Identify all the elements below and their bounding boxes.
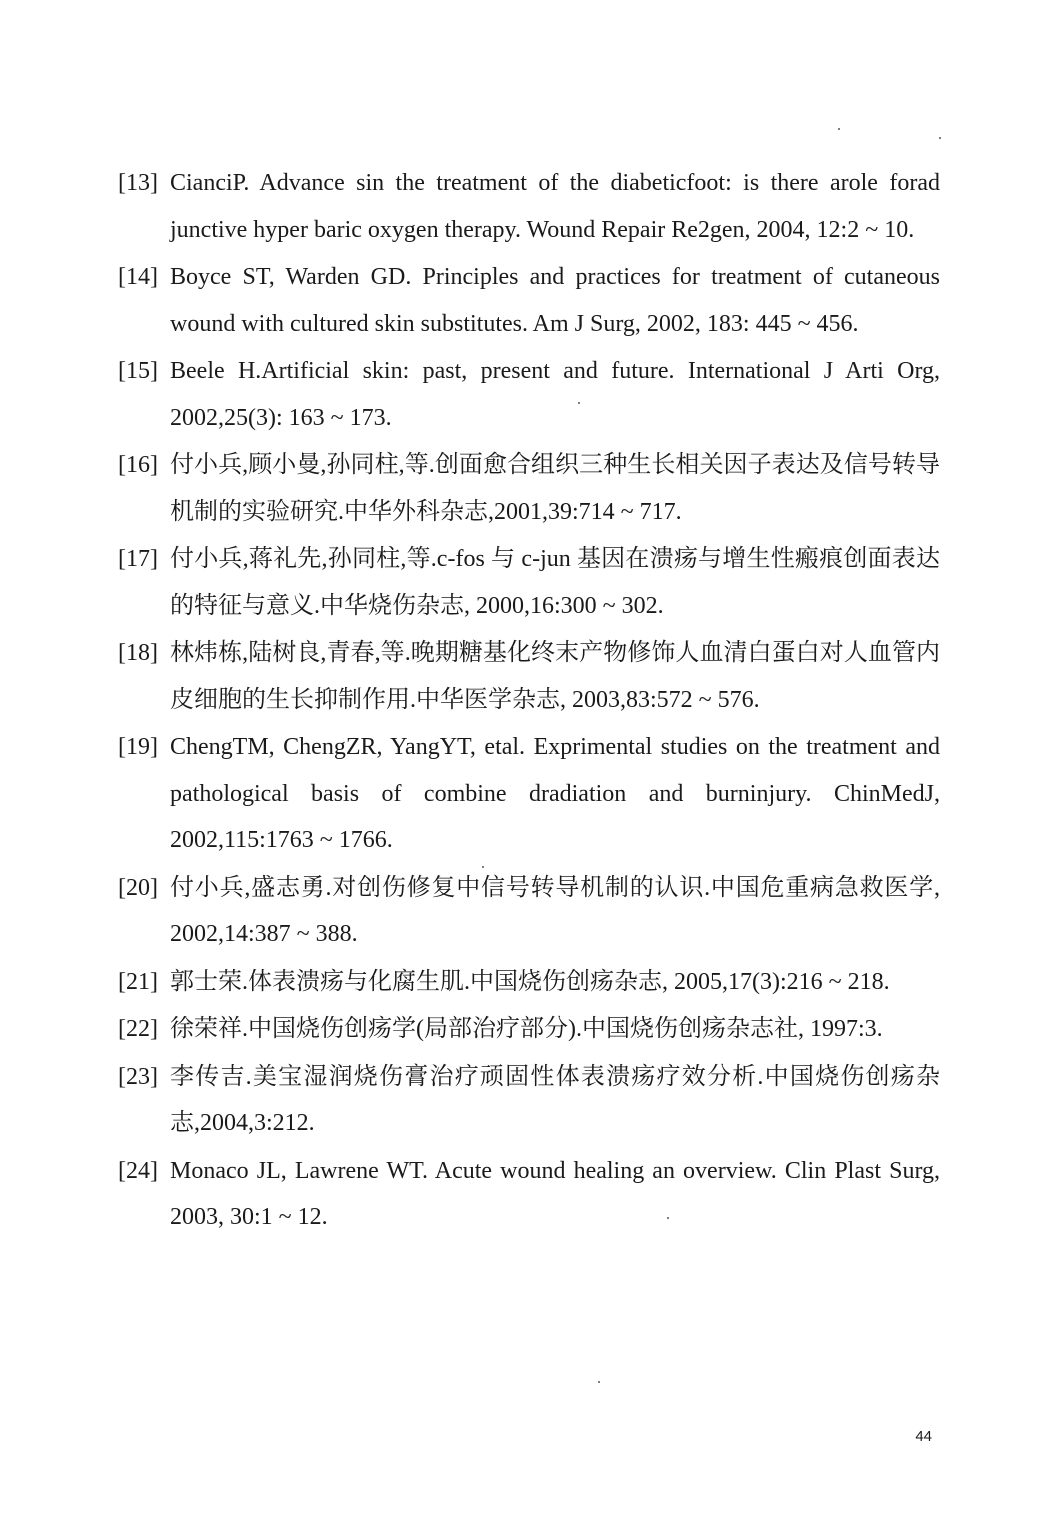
reference-entry — [118, 536, 940, 629]
reference-number: [19] — [118, 734, 158, 760]
reference-text: 付小兵,蒋礼先,孙同柱,等.c-fos 与 c-jun 基因在溃疡与增生性瘢痕创面表达的特征与意义.中华烧伤杂志, 2000,16:300 ~ 302. — [170, 546, 940, 619]
reference-number: [15] — [118, 358, 158, 384]
reference-entry — [118, 630, 940, 723]
reference-number: [24] — [118, 1157, 158, 1184]
reference-entry — [118, 1006, 940, 1053]
reference-text: 李传吉.美宝湿润烧伤膏治疗顽固性体表溃疡疗效分析.中国烧伤创疡杂志,2004,3:212. — [170, 1063, 940, 1136]
reference-number: [23] — [118, 1063, 158, 1090]
reference-number: [13] — [118, 170, 158, 196]
reference-number: [14] — [118, 264, 158, 290]
reference-entry — [118, 160, 940, 253]
reference-entry — [118, 1148, 940, 1241]
reference-text: Beele H.Artificial skin: past, present and future. International J Arti Org, 2002,25(3): 163 ~ 173. — [170, 358, 940, 431]
reference-number: [20] — [118, 874, 158, 901]
reference-entry — [118, 865, 940, 958]
reference-entry — [118, 724, 940, 864]
reference-number: [16] — [118, 452, 158, 478]
reference-entry — [118, 348, 940, 441]
reference-number: [22] — [118, 1016, 158, 1042]
reference-text: 付小兵,盛志勇.对创伤修复中信号转导机制的认识.中国危重病急救医学, 2002,14:387 ~ 388. — [170, 874, 940, 947]
reference-text: 徐荣祥.中国烧伤创疡学(局部治疗部分).中国烧伤创疡杂志社, 1997:3. — [170, 1016, 883, 1042]
reference-entry — [118, 959, 940, 1006]
reference-text: ChengTM, ChengZR, YangYT, etal. Exprimental studies on the treatment and pathological basis of combine dradiation and burninjury. ChinMedJ, 2002,115:1763 ~ 1766. — [170, 734, 940, 853]
reference-entry — [118, 254, 940, 347]
reference-number: [21] — [118, 968, 158, 995]
reference-entry — [118, 442, 940, 535]
scan-speck — [838, 128, 840, 130]
scan-speck — [598, 1381, 600, 1383]
reference-list — [118, 160, 940, 1241]
reference-text: CianciP. Advance sin the treatment of the diabeticfoot: is there arole forad junctive hyper baric oxygen therapy. Wound Repair Re2gen, 2004, 12:2 ~ 10. — [170, 170, 940, 243]
reference-text: Boyce ST, Warden GD. Principles and practices for treatment of cutaneous wound with cultured skin substitutes. Am J Surg, 2002, 183: 445 ~ 456. — [170, 264, 940, 337]
reference-entry — [118, 1054, 940, 1147]
reference-text: 林炜栋,陆树良,青春,等.晚期糖基化终末产物修饰人血清白蛋白对人血管内皮细胞的生长抑制作用.中华医学杂志, 2003,83:572 ~ 576. — [170, 640, 940, 713]
reference-text: Monaco JL, Lawrene WT. Acute wound healing an overview. Clin Plast Surg, 2003, 30:1 ~ 12. — [170, 1157, 940, 1230]
reference-number: [18] — [118, 640, 158, 666]
page-number: 44 — [915, 1428, 932, 1445]
scan-speck — [939, 137, 941, 139]
reference-number: [17] — [118, 546, 158, 572]
reference-text: 付小兵,顾小曼,孙同柱,等.创面愈合组织三种生长相关因子表达及信号转导机制的实验研究.中华外科杂志,2001,39:714 ~ 717. — [170, 452, 940, 525]
reference-text: 郭士荣.体表溃疡与化腐生肌.中国烧伤创疡杂志, 2005,17(3):216 ~ 218. — [170, 968, 890, 995]
